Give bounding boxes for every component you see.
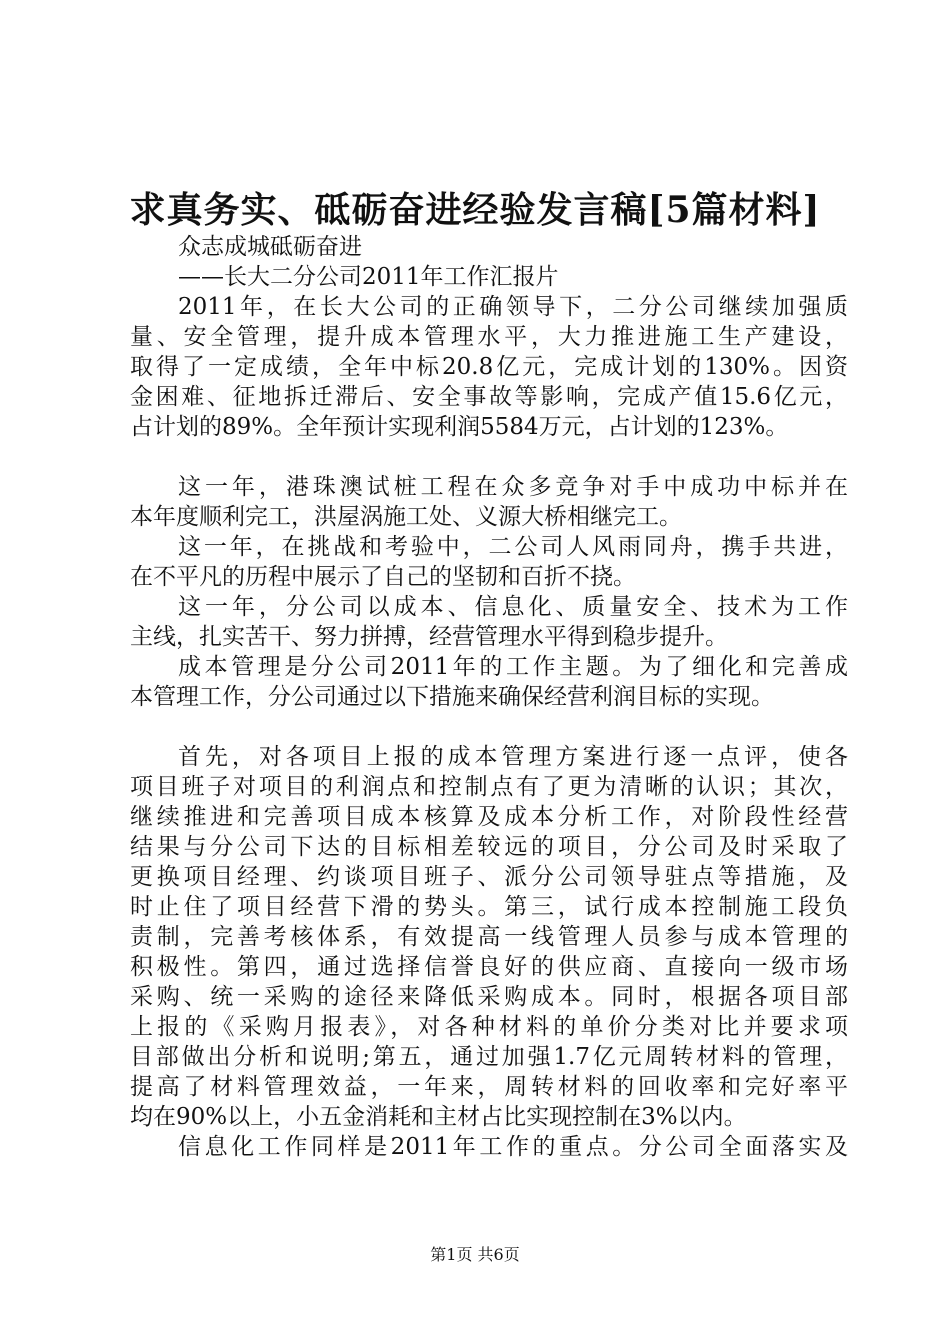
document-title: 求真务实、砥砺奋进经验发言稿[5篇材料] <box>129 189 821 231</box>
paragraph-line: 在不平凡的历程中展示了自己的坚韧和百折不挠。 <box>130 564 636 590</box>
paragraph-line: 目部做出分析和说明;第五，通过加强1.7亿元周转材料的管理， <box>130 1044 848 1070</box>
paragraph-line: 主线，扎实苦干、努力拼搏，经营管理水平得到稳步提升。 <box>130 624 728 650</box>
blank-line <box>130 712 848 742</box>
subtitle-line: ——长大二分公司2011年工作汇报片 <box>178 264 559 290</box>
paragraph-line: 更换项目经理、约谈项目班子、派分公司领导驻点等措施，及 <box>130 864 848 890</box>
paragraph-line: 占计划的89%。全年预计实现利润5584万元，占计划的123%。 <box>130 414 789 440</box>
paragraph-line: 这一年，分公司以成本、信息化、质量安全、技术为工作 <box>178 594 848 620</box>
paragraph-line: 提高了材料管理效益，一年来，周转材料的回收率和完好率平 <box>130 1074 848 1100</box>
page-footer: 第1页 共6页 <box>430 1245 520 1264</box>
paragraph-line: 成本管理是分公司2011年的工作主题。为了细化和完善成 <box>178 654 848 680</box>
paragraph-line: 信息化工作同样是2011年工作的重点。分公司全面落实及 <box>178 1134 848 1160</box>
paragraph-line: 继续推进和完善项目成本核算及成本分析工作，对阶段性经营 <box>130 804 848 830</box>
paragraph-line: 首先，对各项目上报的成本管理方案进行逐一点评，使各 <box>178 744 848 770</box>
paragraph-line: 时止住了项目经营下滑的势头。第三，试行成本控制施工段负 <box>130 894 848 920</box>
paragraph-line: 结果与分公司下达的目标相差较远的项目，分公司及时采取了 <box>130 834 848 860</box>
paragraph-line: 本管理工作，分公司通过以下措施来确保经营利润目标的实现。 <box>130 684 774 710</box>
paragraph-line: 采购、统一采购的途径来降低采购成本。同时，根据各项目部 <box>130 984 848 1010</box>
document-body <box>130 232 848 1162</box>
paragraph-line: 积极性。第四，通过选择信誉良好的供应商、直接向一级市场 <box>130 954 848 980</box>
paragraph-line: 金困难、征地拆迁滞后、安全事故等影响，完成产值15.6亿元， <box>130 384 848 410</box>
paragraph-line: 项目班子对项目的利润点和控制点有了更为清晰的认识；其次， <box>130 774 848 800</box>
paragraph-line: 量、安全管理，提升成本管理水平，大力推进施工生产建设， <box>130 324 848 350</box>
paragraph-line: 2011年，在长大公司的正确领导下，二分公司继续加强质 <box>178 294 848 320</box>
paragraph-line: 责制，完善考核体系，有效提高一线管理人员参与成本管理的 <box>130 924 848 950</box>
blank-line <box>130 442 848 472</box>
paragraph-line: 本年度顺利完工，洪屋涡施工处、义源大桥相继完工。 <box>130 504 682 530</box>
subtitle-line: 众志成城砥砺奋进 <box>178 234 362 260</box>
paragraph-line: 这一年，在挑战和考验中，二公司人风雨同舟，携手共进， <box>178 534 848 560</box>
paragraph-line: 这一年，港珠澳试桩工程在众多竞争对手中成功中标并在 <box>178 474 848 500</box>
paragraph-line: 取得了一定成绩，全年中标20.8亿元，完成计划的130%。因资 <box>130 354 848 380</box>
paragraph-line: 均在90%以上，小五金消耗和主材占比实现控制在3%以内。 <box>130 1104 747 1130</box>
paragraph-line: 上报的《采购月报表》，对各种材料的单价分类对比并要求项 <box>130 1014 848 1040</box>
